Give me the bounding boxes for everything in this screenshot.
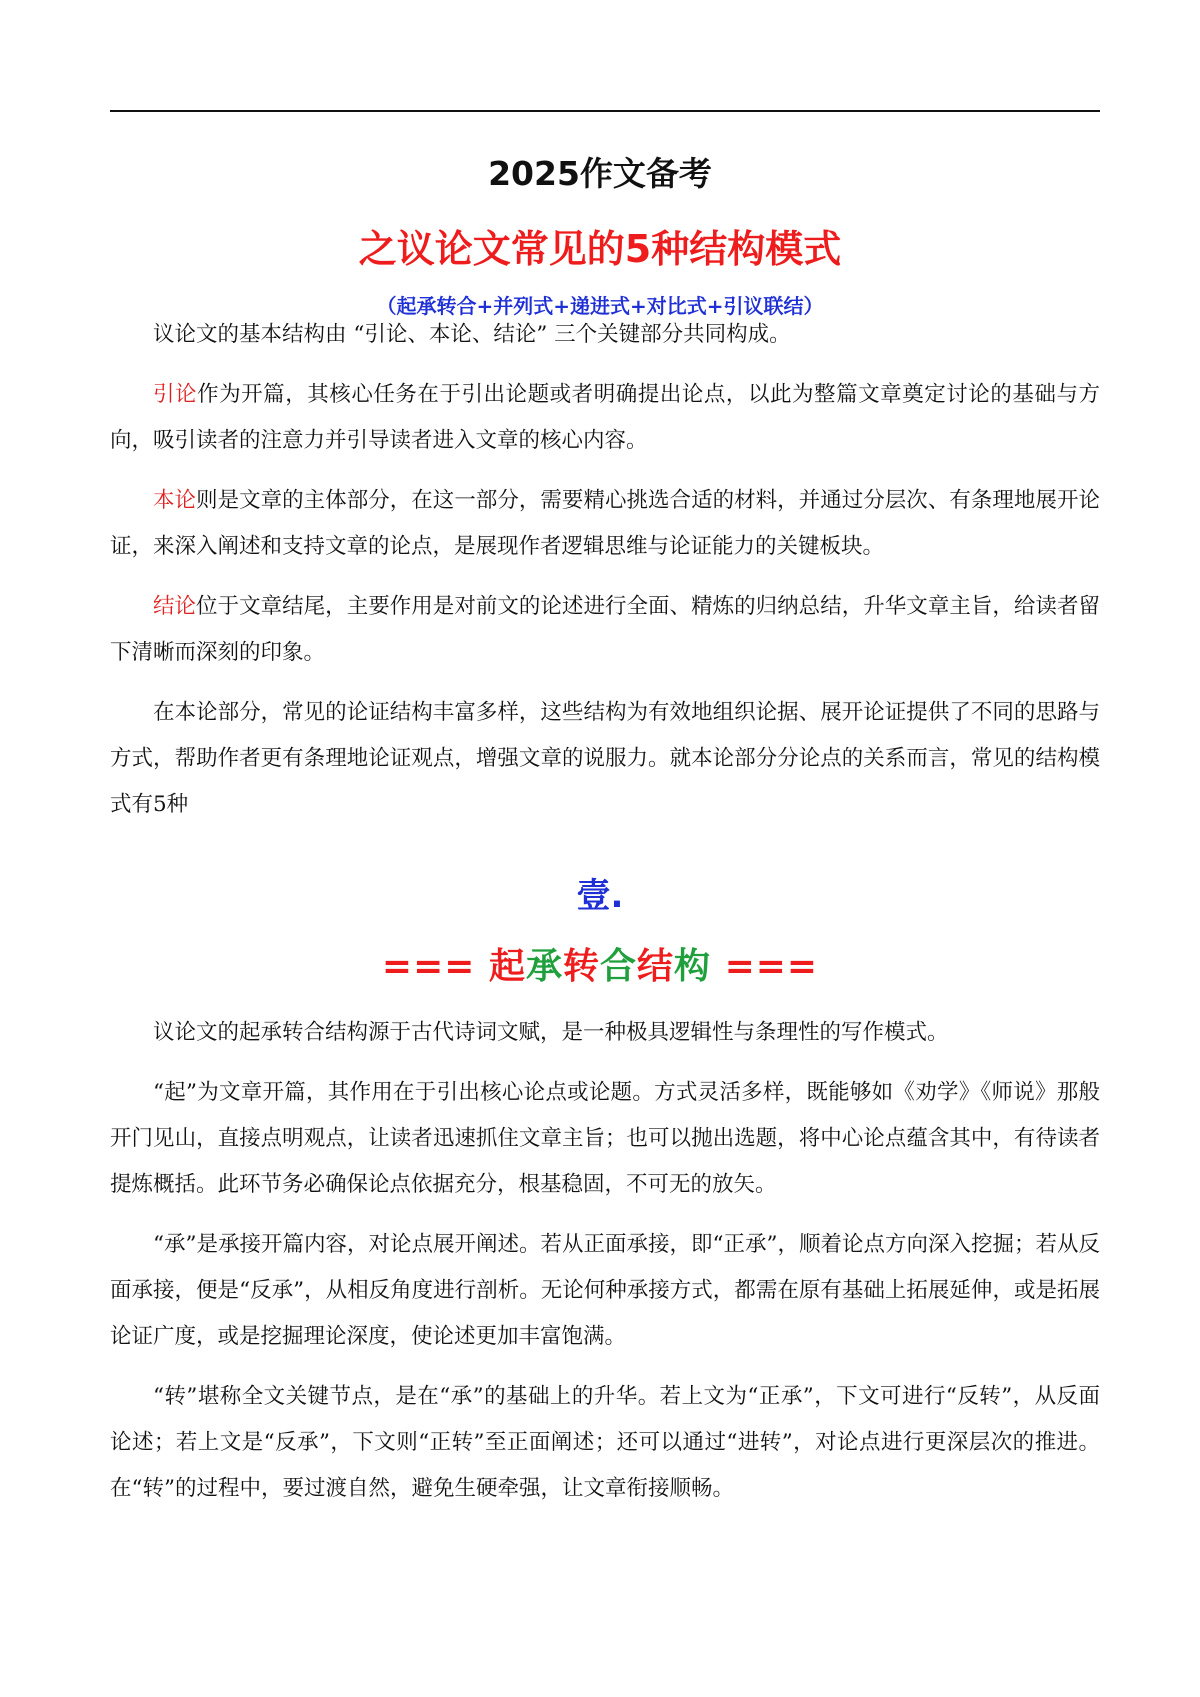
doc-title: 2025作文备考 — [488, 154, 712, 193]
intro-paragraph-4 — [110, 584, 1100, 676]
section-number: 壹. — [576, 876, 624, 916]
term-jielun: 结论 — [153, 594, 197, 619]
section-title-part: === — [381, 946, 489, 987]
section-title-part: 构 — [674, 946, 712, 987]
intro-paragraph-4-text: 位于文章结尾，主要作用是对前文的论述进行全面、精炼的归纳总结，升华文章主旨，给读者留下清晰而深刻的印象。 — [110, 594, 1100, 665]
section-paragraph-2: “起”为文章开篇，其作用在于引出核心论点或论题。方式灵活多样，既能够如《劝学》《师说》那般开门见山，直接点明观点，让读者迅速抓住文章主旨；也可以抛出选题，将中心论点蕴含其中，有待读者提炼概括。此环节务必确保论点依据充分，根基稳固，不可无的放矢。 — [110, 1080, 1100, 1197]
intro-paragraph-5: 在本论部分，常见的论证结构丰富多样，这些结构为有效地组织论据、展开论证提供了不同的思路与方式，帮助作者更有条理地论证观点，增强文章的说服力。就本论部分分论点的关系而言，常见的结构模式有5种 — [110, 700, 1100, 817]
section-title-part: 起 — [488, 946, 526, 987]
section-title-part: 结 — [637, 946, 675, 987]
section-body — [110, 1010, 1100, 1526]
section-title — [0, 938, 1200, 989]
section-paragraph-3: “承”是承接开篇内容，对论点展开阐述。若从正面承接，即“正承”，顺着论点方向深入挖掘；若从反面承接，便是“反承”，从相反角度进行剖析。无论何种承接方式，都需在原有基础上拓展延伸，或是拓展论证广度，或是挖掘理论深度，使论述更加丰富饱满。 — [110, 1232, 1100, 1349]
section-paragraph-4: “转”堪称全文关键节点，是在“承”的基础上的升华。若上文为“正承”，下文可进行“反转”，从反面论述；若上文是“反承”，下文则“正转”至正面阐述；还可以通过“进转”，对论点进行更深层次的推进。在“转”的过程中，要过渡自然，避免生硬牵强，让文章衔接顺畅。 — [110, 1384, 1100, 1501]
intro-paragraph-2-text: 作为开篇，其核心任务在于引出论题或者明确提出论点，以此为整篇文章奠定讨论的基础与方向，吸引读者的注意力并引导读者进入文章的核心内容。 — [110, 382, 1100, 453]
section-title-part: 转 — [562, 946, 600, 987]
intro-section — [110, 312, 1100, 842]
doc-tagline: （起承转合+并列式+递进式+对比式+引议联结） — [376, 294, 824, 318]
section-title-part: === — [711, 946, 819, 987]
section-title-part: 承 — [525, 946, 563, 987]
term-benlun: 本论 — [153, 488, 197, 513]
top-rule — [110, 110, 1100, 112]
intro-paragraph-3 — [110, 478, 1100, 570]
intro-paragraph-3-text: 则是文章的主体部分，在这一部分，需要精心挑选合适的材料，并通过分层次、有条理地展开论证，来深入阐述和支持文章的论点，是展现作者逻辑思维与论证能力的关键板块。 — [110, 488, 1100, 559]
doc-subtitle: 之议论文常见的5种结构模式 — [358, 227, 842, 271]
intro-paragraph-1: 议论文的基本结构由 “引论、本论、结论” 三个关键部分共同构成。 — [153, 322, 791, 347]
section-paragraph-1: 议论文的起承转合结构源于古代诗词文赋，是一种极具逻辑性与条理性的写作模式。 — [153, 1020, 949, 1045]
section-title-part: 合 — [600, 946, 638, 987]
intro-paragraph-2 — [110, 372, 1100, 464]
term-yinlun: 引论 — [153, 382, 198, 407]
